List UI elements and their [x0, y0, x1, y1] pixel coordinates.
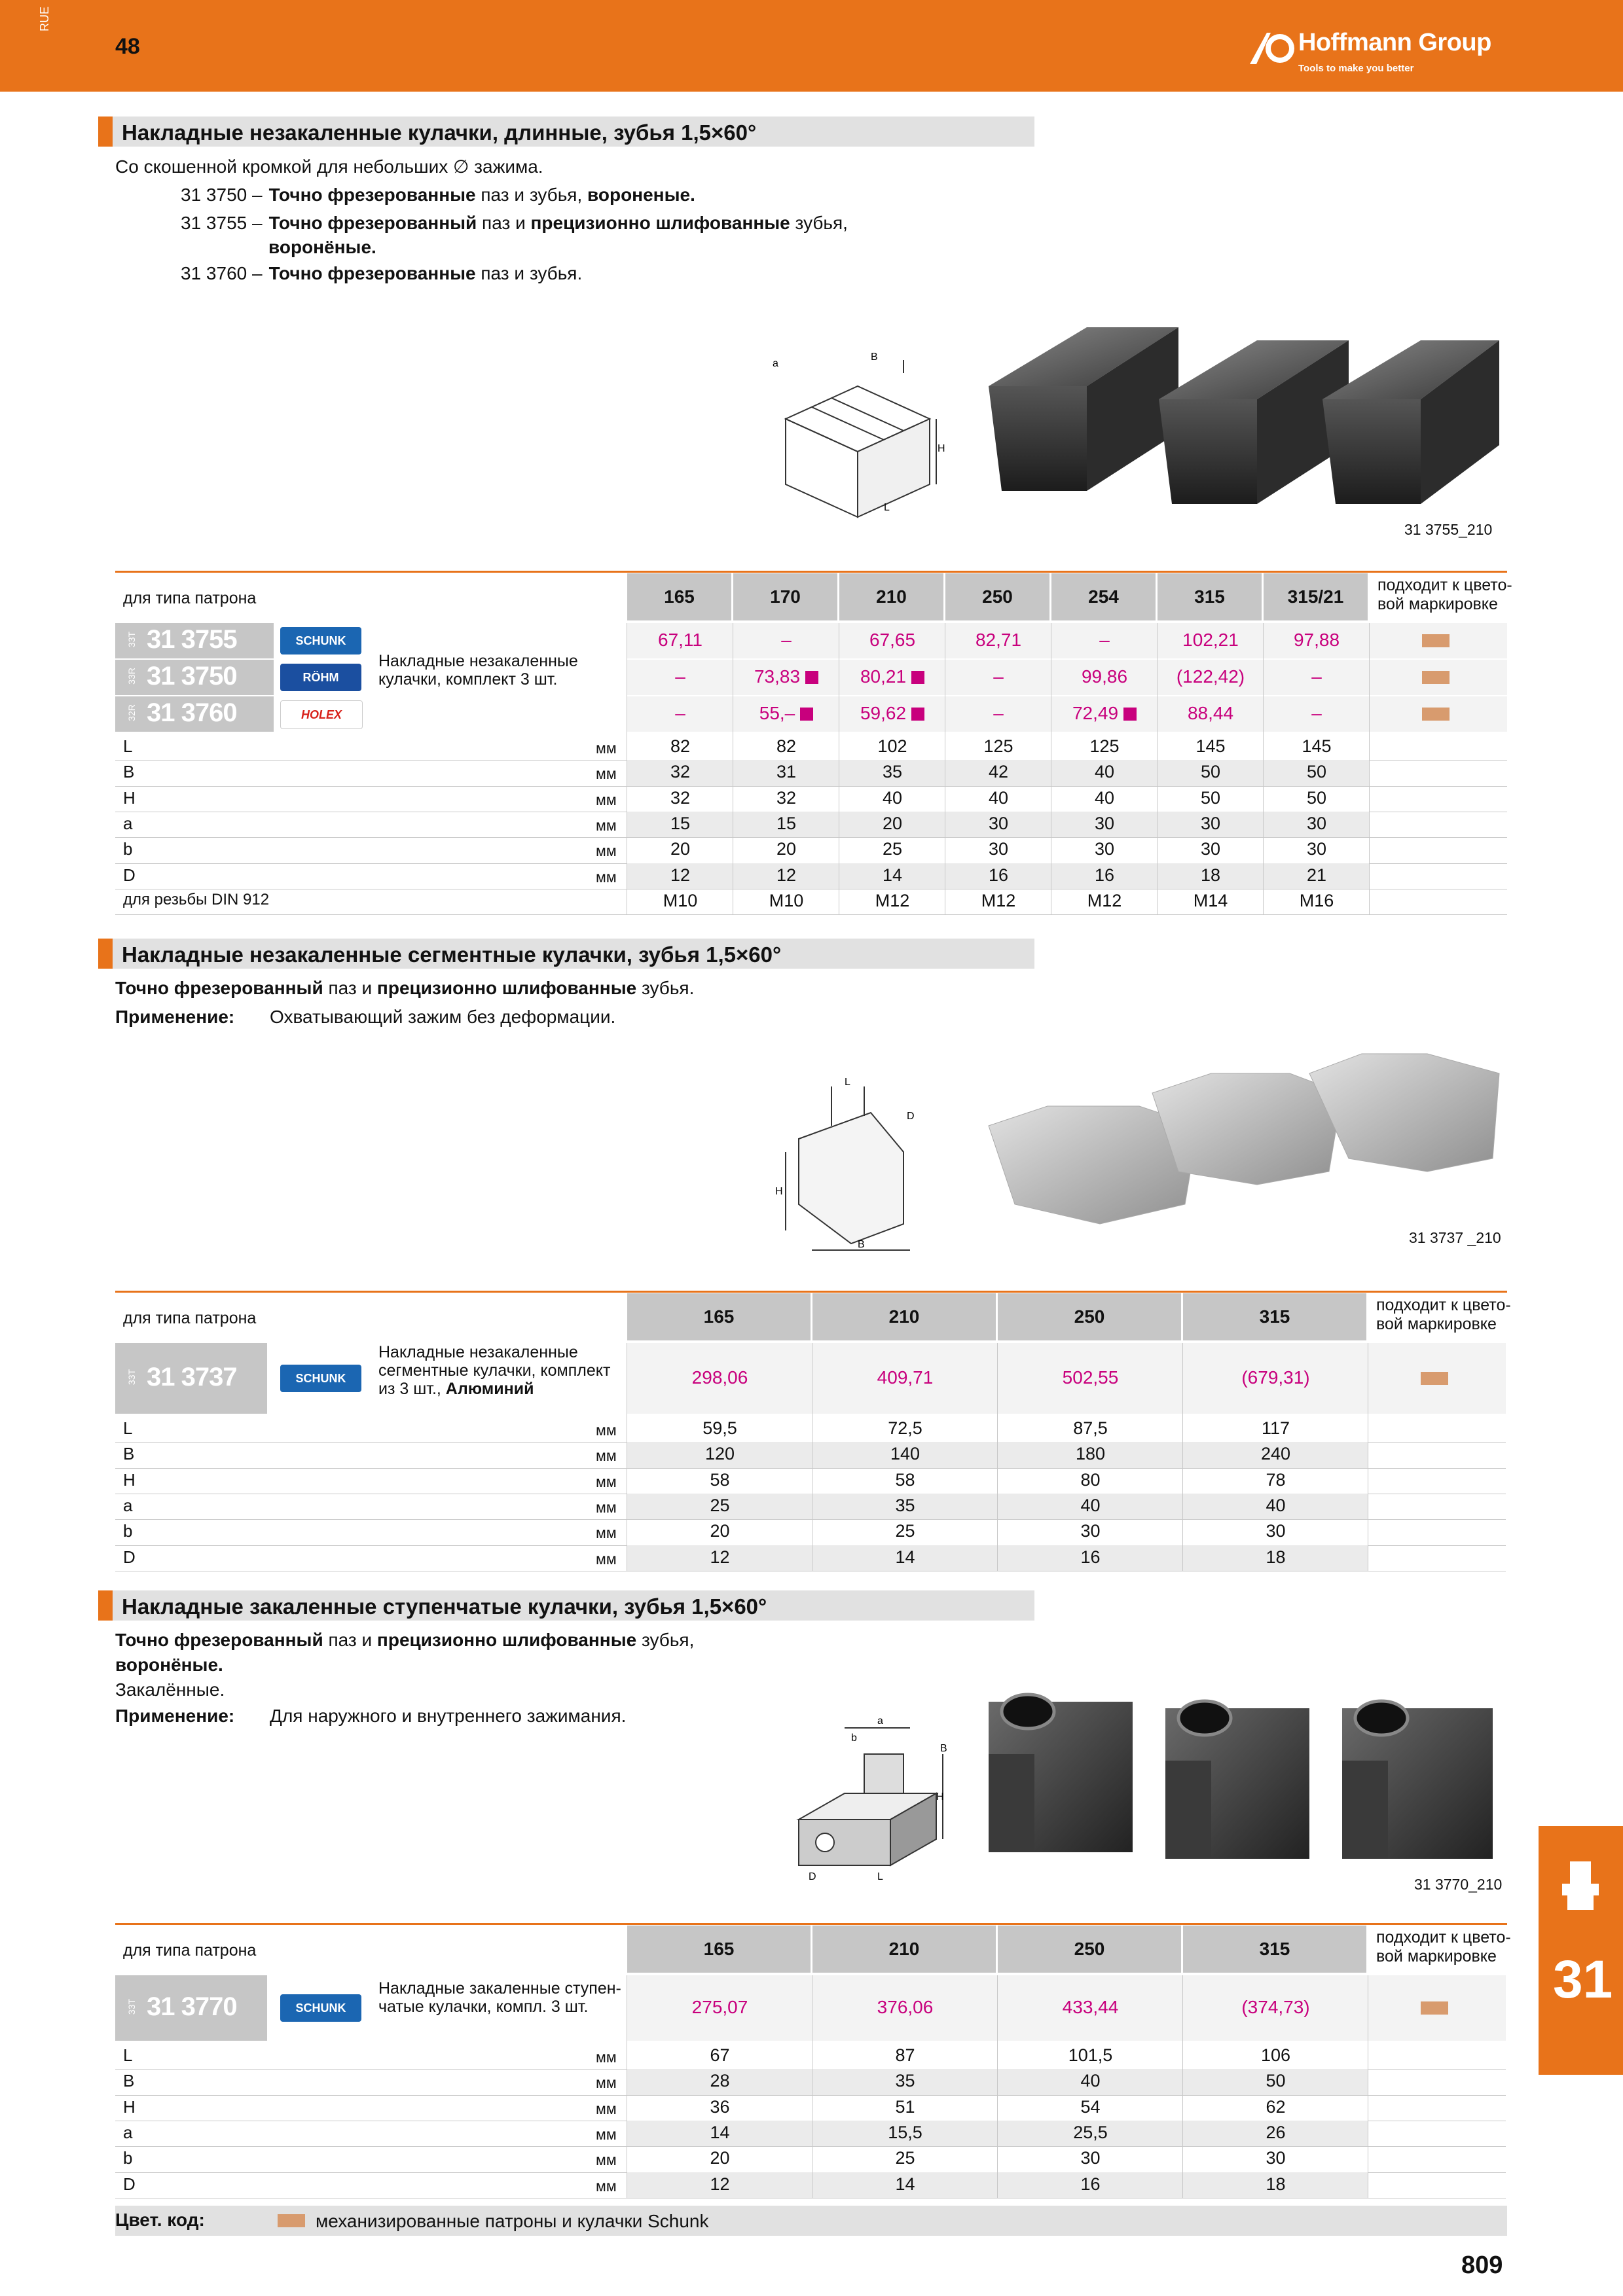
spec-cell: 14 [882, 865, 903, 885]
product-description-3: из 3 шт., Алюминий [378, 1380, 534, 1398]
spec-cell: 25 [882, 839, 903, 859]
spec-row-unit: мм [596, 2125, 617, 2143]
spec-cell: 58 [710, 1469, 730, 1490]
price-cell: 433,44 [1062, 1997, 1119, 2017]
spec-row-label: b [123, 1521, 133, 1541]
price-cell: 80,21 [839, 666, 945, 687]
spec-row-unit: мм [596, 1524, 617, 1542]
spec-row-label: a [123, 2122, 133, 2142]
column-divider [1263, 623, 1264, 914]
spec-cell: 15 [670, 813, 691, 833]
brand-logo: SCHUNK [280, 1994, 361, 2022]
section1-product-photo [982, 301, 1506, 511]
spec-cell: 145 [1195, 736, 1226, 756]
spec-cell: 36 [710, 2096, 730, 2117]
spec-cell: M12 [981, 890, 1016, 910]
column-divider [997, 1975, 998, 2198]
spec-cell: 50 [1266, 2071, 1286, 2091]
svg-text:D: D [809, 1871, 816, 1882]
top-banner [0, 0, 1623, 92]
row-divider [115, 1468, 1506, 1469]
price-cell: 82,71 [975, 630, 1022, 650]
row-divider [115, 1519, 1506, 1520]
spec-cell: 30 [1080, 2148, 1101, 2168]
spec-cell: 30 [1266, 2148, 1286, 2168]
price-cell: – [1311, 666, 1322, 687]
variant-line: 31 3750 – Точно фрезерованные паз и зубья, воронeные. [181, 185, 695, 205]
spec-cell: 180 [1075, 1444, 1106, 1464]
spec-cell: 72,5 [888, 1418, 922, 1438]
hoffmann-logo-icon [1247, 29, 1297, 68]
spec-cell: 82 [670, 736, 691, 756]
article-prefix: 33T [126, 1369, 137, 1386]
column-header: 210 [812, 1293, 996, 1340]
spec-row-unit: мм [596, 868, 617, 886]
spec-row-label: B [123, 1444, 135, 1464]
price-cell: 72,49 [1051, 703, 1158, 724]
spec-row-unit: мм [596, 2074, 617, 2092]
variant-line: 31 3755 – Точно фрезерованный паз и прецизионно шлифованные зубья, [181, 213, 848, 233]
spec-cell: 14 [710, 2122, 730, 2142]
spec-row-label: B [123, 2071, 135, 2091]
article-number: 31 3737 [147, 1363, 237, 1391]
row-divider [115, 2095, 1506, 2096]
spec-cell: M12 [875, 890, 910, 910]
spec-cell: 18 [1266, 1547, 1286, 1567]
hoffmann-logo [1247, 26, 1509, 79]
spec-cell: 16 [1080, 1547, 1101, 1567]
spec-row-label: для резьбы DIN 912 [123, 890, 270, 908]
svg-text:a: a [877, 1715, 883, 1727]
color-code-swatch [1421, 2001, 1448, 2015]
section3-line3: Закалённые. [115, 1679, 225, 1700]
product-description-1: Накладные незакаленные [378, 652, 578, 670]
spec-cell: 40 [1266, 1495, 1286, 1515]
section3-heading [98, 1590, 1034, 1621]
spec-row-unit: мм [596, 816, 617, 834]
price-cell: – [993, 666, 1004, 687]
spec-cell: 32 [670, 762, 691, 782]
section1-intro: Со скошенной кромкой для небольших ∅ зажима. [115, 156, 543, 177]
chapter-number: 31 [1553, 1950, 1613, 2009]
section2-heading [98, 939, 1034, 969]
spec-cell: 15 [776, 813, 797, 833]
spec-cell: 16 [1080, 2174, 1101, 2194]
spec-cell: 30 [1266, 1521, 1286, 1541]
table-top-rule [115, 1923, 1507, 1925]
spec-cell: 14 [895, 2174, 915, 2194]
brand-logo: RÖHM [280, 664, 361, 691]
section2-product-photo [982, 1047, 1506, 1230]
spec-cell: 21 [1306, 865, 1327, 885]
section2-image-caption: 31 3737 _210 [1409, 1229, 1501, 1246]
price-cell: – [993, 703, 1004, 723]
spec-cell: 35 [895, 1495, 915, 1515]
price-cell: 67,65 [869, 630, 916, 650]
spec-cell: 30 [988, 813, 1009, 833]
column-divider [1182, 1343, 1183, 1571]
price-cell: – [675, 703, 685, 723]
article-prefix: 33T [126, 1998, 137, 2015]
spec-cell: M10 [663, 890, 698, 910]
spec-cell: 50 [1306, 762, 1327, 782]
spec-cell: 40 [882, 787, 903, 808]
svg-text:H: H [775, 1186, 783, 1197]
spec-cell: 50 [1306, 787, 1327, 808]
table-top-rule [115, 1291, 1507, 1293]
color-fit-label-1: подходит к цвето- [1376, 1928, 1511, 1946]
product-description-2: чатые кулачки, компл. 3 шт. [378, 1998, 589, 2016]
article-prefix: 33T [126, 631, 137, 648]
color-code-swatch [1422, 634, 1450, 647]
spec-cell: 50 [1200, 762, 1221, 782]
net-price-marker-icon [800, 708, 813, 721]
spec-cell: 40 [1080, 2071, 1101, 2091]
spec-cell: 240 [1260, 1444, 1291, 1464]
spec-row-unit: мм [596, 2049, 617, 2066]
net-price-marker-icon [911, 671, 924, 684]
column-header: 165 [627, 1293, 811, 1340]
row-divider [115, 914, 1507, 915]
spec-cell: 14 [895, 1547, 915, 1567]
product-description-2: сегментные кулачки, комплект [378, 1361, 611, 1380]
spec-row-label: H [123, 1469, 136, 1490]
product-description-1: Накладные закаленные ступен- [378, 1979, 621, 1998]
spec-row-unit: мм [596, 1473, 617, 1490]
spec-cell: 62 [1266, 2096, 1286, 2117]
price-cell: (374,73) [1241, 1997, 1310, 2017]
price-cell: 67,11 [658, 630, 702, 650]
spec-cell: 101,5 [1068, 2045, 1113, 2065]
color-code-swatch [1421, 1372, 1448, 1385]
section2-feature-line: Точно фрезерованный паз и прецизионно шлифованные зубья. [115, 978, 695, 998]
svg-text:L: L [845, 1077, 850, 1088]
column-header: 315 [1158, 573, 1262, 620]
spec-row-label: L [123, 736, 133, 756]
table-top-rule [115, 571, 1507, 573]
spec-cell: M10 [769, 890, 804, 910]
spec-cell: 106 [1260, 2045, 1291, 2065]
spec-cell: 28 [710, 2071, 730, 2091]
spec-row-unit: мм [596, 842, 617, 860]
legend-swatch [278, 2214, 305, 2227]
spec-cell: 42 [988, 762, 1009, 782]
spec-cell: 16 [988, 865, 1009, 885]
spec-cell: 87,5 [1073, 1418, 1108, 1438]
price-cell: 102,21 [1182, 630, 1239, 650]
price-cell: 59,62 [839, 703, 945, 724]
svg-text:a: a [773, 358, 778, 369]
spec-cell: 20 [710, 2148, 730, 2168]
spec-cell: M16 [1299, 890, 1334, 910]
spec-cell: 54 [1080, 2096, 1101, 2117]
spec-cell: 20 [710, 1521, 730, 1541]
article-prefix: 32R [126, 704, 137, 721]
spec-cell: 31 [776, 762, 797, 782]
brand-logo: SCHUNK [280, 1365, 361, 1392]
chuck-type-label: для типа патрона [123, 589, 257, 607]
section3-feature-line: Точно фрезерованный паз и прецизионно шлифованные зубья, [115, 1630, 695, 1650]
spec-cell: 20 [670, 839, 691, 859]
section3-application-text: Для наружного и внутреннего зажимания. [270, 1706, 627, 1726]
spec-row-unit: мм [596, 791, 617, 808]
spec-row-unit: мм [596, 2177, 617, 2195]
spec-cell: 25 [895, 2148, 915, 2168]
color-code-swatch [1422, 708, 1450, 721]
column-header: 170 [733, 573, 837, 620]
spec-row-label: D [123, 1547, 136, 1567]
column-header: 210 [839, 573, 943, 620]
price-cell: 97,88 [1293, 630, 1340, 650]
variant-line: воронёные. [268, 237, 376, 257]
brand-logo: HOLEX [280, 700, 363, 729]
price-cell: (122,42) [1176, 666, 1245, 687]
article-number-box [115, 696, 274, 732]
row-divider [115, 786, 1507, 787]
spec-cell: 58 [895, 1469, 915, 1490]
spec-cell: 12 [670, 865, 691, 885]
spec-row-unit: мм [596, 1550, 617, 1568]
spec-row-label: b [123, 839, 133, 859]
row-divider [115, 837, 1507, 838]
column-header: 315 [1183, 1926, 1366, 1973]
legend-text: механизированные патроны и кулачки Schunk [316, 2211, 709, 2231]
svg-text:B: B [858, 1239, 865, 1250]
spec-cell: 50 [1200, 787, 1221, 808]
spec-row-unit: мм [596, 1447, 617, 1465]
article-prefix: 33R [126, 668, 137, 685]
spec-cell: M14 [1193, 890, 1228, 910]
column-header: 250 [945, 573, 1049, 620]
spec-cell: 30 [1080, 1521, 1101, 1541]
column-header: 250 [998, 1293, 1181, 1340]
spec-cell: 51 [895, 2096, 915, 2117]
spec-cell: 16 [1094, 865, 1115, 885]
spec-cell: 78 [1266, 1469, 1286, 1490]
color-fit-label-1: подходит к цвето- [1376, 1296, 1511, 1314]
spec-row-label: H [123, 2096, 136, 2117]
spec-cell: 20 [776, 839, 797, 859]
legend-label: Цвет. код: [115, 2210, 205, 2230]
spec-cell: 80 [1080, 1469, 1101, 1490]
section3-image-caption: 31 3770_210 [1414, 1876, 1503, 1893]
article-number-box [115, 623, 274, 658]
spec-cell: 18 [1266, 2174, 1286, 2194]
logo-slogan: Tools to make you better [1298, 63, 1414, 74]
column-header: 315 [1183, 1293, 1366, 1340]
section3-line2: воронёные. [115, 1655, 223, 1675]
column-divider [1157, 623, 1158, 914]
spec-cell: 59,5 [702, 1418, 737, 1438]
product-description-2: кулачки, комплект 3 шт. [378, 670, 558, 689]
spec-row-unit: мм [596, 765, 617, 783]
price-cell: – [781, 630, 792, 650]
region-code: RUE [38, 6, 51, 31]
column-header: 165 [627, 1926, 811, 1973]
price-cell: 55,– [733, 703, 839, 724]
svg-text:b: b [851, 1732, 857, 1744]
spec-cell: 12 [710, 2174, 730, 2194]
spec-cell: 40 [988, 787, 1009, 808]
spec-cell: 67 [710, 2045, 730, 2065]
column-divider [1369, 623, 1370, 914]
section3-product-photo [982, 1682, 1506, 1859]
spec-cell: 125 [1089, 736, 1120, 756]
svg-text:D: D [907, 1111, 915, 1122]
spec-cell: 102 [877, 736, 907, 756]
variant-line: 31 3760 – Точно фрезерованные паз и зубья. [181, 263, 583, 283]
price-cell: – [1311, 703, 1322, 723]
price-cell: 502,55 [1062, 1367, 1119, 1388]
logo-name: Hoffmann Group [1298, 29, 1491, 56]
spec-cell: 40 [1080, 1495, 1101, 1515]
spec-cell: 20 [882, 813, 903, 833]
spec-cell: 140 [890, 1444, 921, 1464]
chuck-type-label: для типа патрона [123, 1941, 257, 1960]
spec-cell: 25 [710, 1495, 730, 1515]
spec-cell: 30 [1094, 839, 1115, 859]
section2-dimension-drawing [773, 1073, 930, 1257]
price-cell: – [1099, 630, 1110, 650]
price-cell: 99,86 [1081, 666, 1128, 687]
spec-row-unit: мм [596, 740, 617, 757]
svg-text:H: H [936, 1791, 944, 1803]
row-divider [115, 2146, 1506, 2147]
section3-dimension-drawing [786, 1702, 949, 1892]
spec-row-label: H [123, 787, 136, 808]
spec-row-label: a [123, 813, 133, 833]
chuck-jaw-icon [1554, 1857, 1607, 1916]
article-number-box [115, 1975, 267, 2041]
net-price-marker-icon [911, 708, 924, 721]
spec-cell: 25 [895, 1521, 915, 1541]
spec-row-label: L [123, 2045, 133, 2065]
article-number: 31 3750 [147, 662, 237, 691]
spec-cell: 120 [704, 1444, 735, 1464]
article-number: 31 3760 [147, 698, 237, 727]
spec-cell: 30 [1200, 839, 1221, 859]
brand-logo: SCHUNK [280, 627, 361, 655]
spec-row-unit: мм [596, 2151, 617, 2169]
section2-title: Накладные незакаленные сегментные кулачки, зубья 1,5×60° [122, 942, 782, 967]
chapter-tab [1539, 1826, 1623, 2075]
chuck-type-label: для типа патрона [123, 1309, 257, 1327]
color-code-legend [115, 2206, 1507, 2236]
spec-cell: 30 [1200, 813, 1221, 833]
spec-cell: 125 [983, 736, 1013, 756]
price-cell: 88,44 [1187, 703, 1234, 723]
section1-title: Накладные незакаленные кулачки, длинные, зубья 1,5×60° [122, 120, 757, 145]
spec-cell: 25,5 [1073, 2122, 1108, 2142]
product-description-1: Накладные незакаленные [378, 1343, 578, 1361]
spec-cell: 12 [710, 1547, 730, 1567]
column-header: 165 [627, 573, 731, 620]
article-number: 31 3755 [147, 625, 237, 654]
spec-cell: 18 [1200, 865, 1221, 885]
color-fit-label-2: вой маркировке [1376, 1947, 1497, 1965]
spec-cell: 26 [1266, 2122, 1286, 2142]
spec-cell: 87 [895, 2045, 915, 2065]
svg-text:B: B [871, 351, 878, 363]
section3-title: Накладные закаленные ступенчатые кулачки, зубья 1,5×60° [122, 1594, 767, 1619]
spec-cell: 12 [776, 865, 797, 885]
section2-application-text: Охватывающий зажим без деформации. [270, 1007, 616, 1027]
spec-row-label: L [123, 1418, 133, 1438]
column-divider [997, 1343, 998, 1571]
spec-cell: 30 [1094, 813, 1115, 833]
section1-dimension-drawing [773, 347, 943, 524]
price-cell: 298,06 [691, 1367, 748, 1388]
column-header: 254 [1051, 573, 1156, 620]
spec-cell: 35 [882, 762, 903, 782]
spec-cell: 32 [670, 787, 691, 808]
spec-row-label: D [123, 2174, 136, 2194]
spec-cell: 30 [1306, 813, 1327, 833]
spec-cell: 40 [1094, 762, 1115, 782]
net-price-marker-icon [805, 671, 818, 684]
price-cell: 73,83 [733, 666, 839, 687]
spec-row-unit: мм [596, 1498, 617, 1516]
spec-row-label: b [123, 2148, 133, 2168]
price-cell: 376,06 [877, 1997, 934, 2017]
section1-heading [98, 117, 1034, 147]
article-number: 31 3770 [147, 1992, 237, 2021]
spec-cell: 145 [1302, 736, 1332, 756]
article-number-box [115, 1343, 267, 1414]
article-number-box [115, 660, 274, 695]
column-divider [1182, 1975, 1183, 2198]
column-header: 250 [998, 1926, 1181, 1973]
spec-cell: 32 [776, 787, 797, 808]
svg-text:L: L [884, 502, 890, 513]
svg-text:L: L [877, 1871, 883, 1882]
svg-text:B: B [940, 1743, 947, 1754]
section1-image-caption: 31 3755_210 [1404, 521, 1493, 538]
color-fit-label-2: вой маркировке [1377, 595, 1498, 613]
spec-row-unit: мм [596, 1422, 617, 1439]
svg-text:H: H [938, 443, 945, 454]
spec-row-label: a [123, 1495, 133, 1515]
net-price-marker-icon [1123, 708, 1137, 721]
price-cell: 409,71 [877, 1367, 934, 1388]
price-cell: 275,07 [691, 1997, 748, 2017]
spec-cell: 40 [1094, 787, 1115, 808]
spec-cell: 30 [988, 839, 1009, 859]
spec-cell: 35 [895, 2071, 915, 2091]
price-cell: (679,31) [1241, 1367, 1310, 1388]
top-page-number: 48 [115, 34, 140, 59]
spec-cell: 82 [776, 736, 797, 756]
spec-row-unit: мм [596, 2100, 617, 2117]
spec-cell: 117 [1261, 1418, 1290, 1438]
column-header: 210 [812, 1926, 996, 1973]
section3-application-label: Применение: [115, 1706, 235, 1726]
spec-cell: 15,5 [888, 2122, 922, 2142]
color-fit-label-2: вой маркировке [1376, 1315, 1497, 1333]
color-fit-label-1: подходит к цвето- [1377, 576, 1512, 594]
spec-row-label: D [123, 865, 136, 885]
color-code-swatch [1422, 671, 1450, 684]
price-cell: – [675, 666, 685, 687]
page-number: 809 [1461, 2251, 1503, 2279]
section2-application-label: Применение: [115, 1007, 235, 1027]
spec-row-label: B [123, 762, 135, 782]
column-header: 315/21 [1264, 573, 1368, 620]
spec-cell: M12 [1087, 890, 1122, 910]
spec-cell: 30 [1306, 839, 1327, 859]
